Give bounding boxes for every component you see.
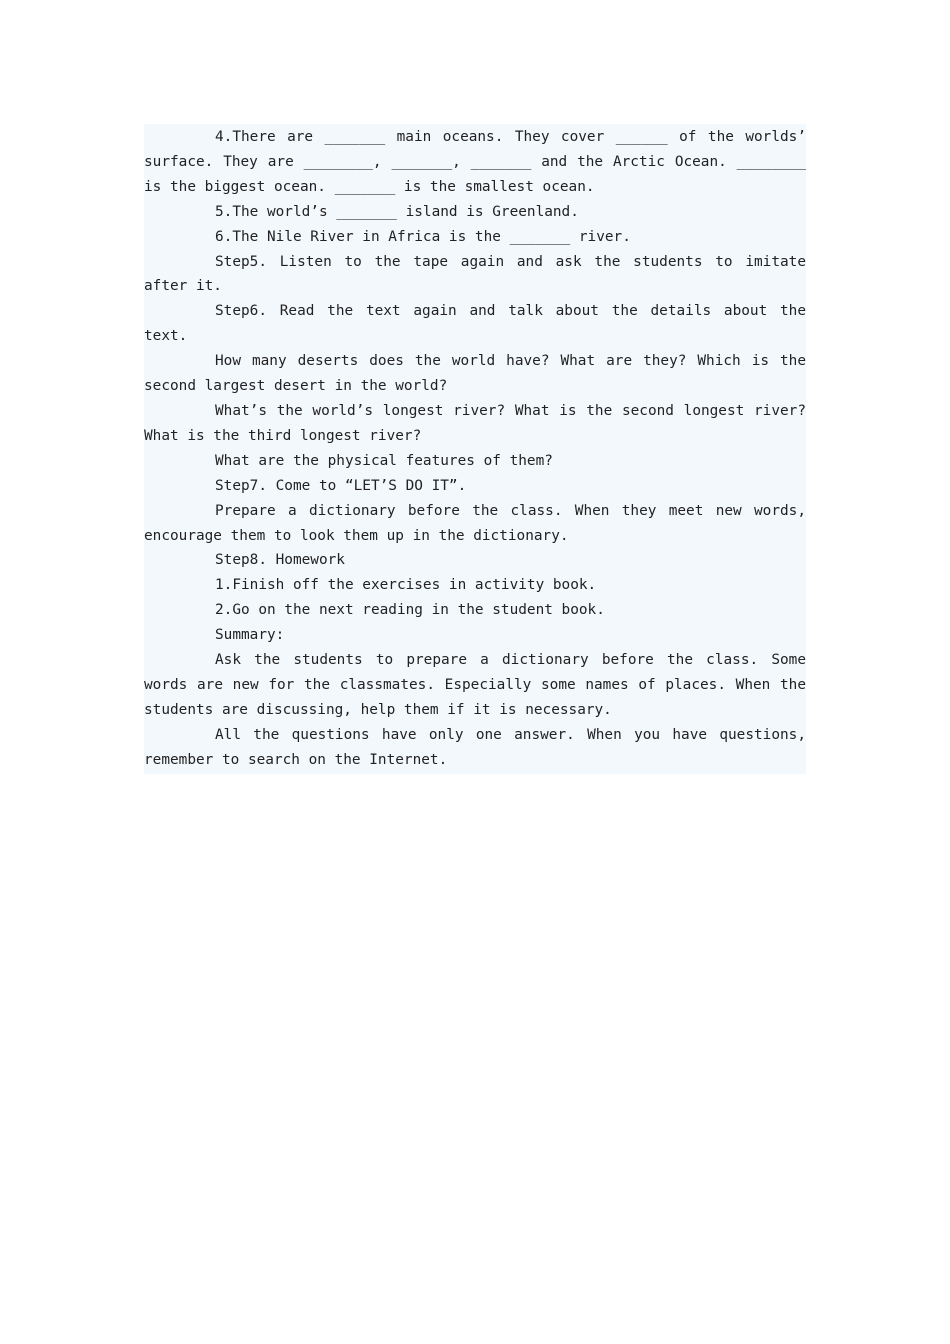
paragraph-exercise-5: 5.The world’s _______ island is Greenland. [215,203,579,220]
paragraph-step8: Step8. Homework [215,552,345,569]
paragraph-summary-heading: Summary: [215,627,285,644]
paragraph-summary-closing: All the questions have only one answer. When you have questions, remember to search on the Internet. [144,726,806,768]
paragraph-physical-features: What are the physical features of them? [215,452,553,469]
lesson-text-block [144,124,806,774]
paragraph-step7: Step7. Come to “LET’S DO IT”. [215,477,467,494]
paragraph-prepare-dictionary: Prepare a dictionary before the class. When they meet new words, encourage them to look them up in the dictionary. [144,502,806,544]
paragraph-deserts-question: How many deserts does the world have? What are they? Which is the second largest desert in the world? [144,353,806,395]
paragraph-summary-body: Ask the students to prepare a dictionary before the class. Some words are new for the classmates. Especially some names of places. When the students are discussing, help them if it is necessary. [144,652,806,718]
paragraph-step6: Step6. Read the text again and talk about the details about the text. [144,303,806,345]
paragraph-homework-2: 2.Go on the next reading in the student book. [215,602,605,619]
paragraph-rivers-question: What’s the world’s longest river? What is the second longest river? What is the third longest river? [144,402,806,444]
paragraph-step5: Step5. Listen to the tape again and ask the students to imitate after it. [144,253,806,295]
paragraph-homework-1: 1.Finish off the exercises in activity book. [215,577,597,594]
paragraph-exercise-6: 6.The Nile River in Africa is the _______ river. [215,228,631,245]
paragraph-exercise-4: 4.There are _______ main oceans. They cover ______ of the worlds’ surface. They are ________, _______, _______ and the Arctic Ocean. ________ is the biggest ocean. _______ is the smallest ocean. [144,129,806,195]
